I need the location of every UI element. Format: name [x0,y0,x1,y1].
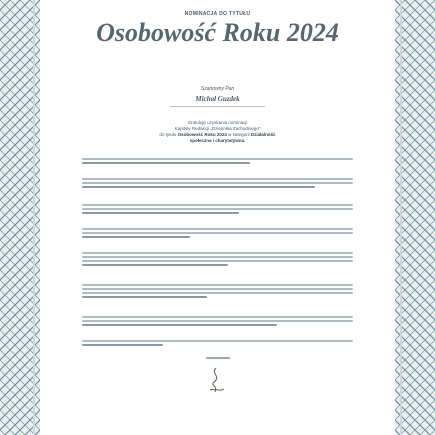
body-paragraph-7 [82,314,353,328]
recipient-name: Michał Guzdek [195,95,240,103]
reason-prefix: do tytułu [159,132,177,137]
reason-title: Osobowość Roku 2024 [177,132,227,137]
body-paragraph-4 [82,226,353,240]
nomination-tag: NOMINACJA DO TYTUŁU [184,11,251,17]
certificate-page [42,0,393,435]
reason-line-4: społeczna i charytatywna. [189,138,246,143]
name-underline [170,106,265,107]
reason-category: Działalność [250,132,276,137]
left-decorative-border [0,0,40,435]
nomination-reason [42,120,393,144]
body-paragraph-6 [82,282,353,300]
reason-line-2: Kapituły Redakcji „Dziennika Zachodniego” [174,126,261,131]
reason-mid: w kategorii [228,132,250,137]
body-paragraph-1 [82,156,353,166]
body-paragraph-3 [82,202,353,216]
certificate-title: Osobowość Roku 2024 [96,18,339,47]
reason-line-1: Gratuluję uzyskania nominacji [187,120,248,125]
body-paragraph-5 [82,250,353,268]
body-paragraph-8 [82,338,353,348]
salutation: Szanowny Pan [200,86,235,92]
right-decorative-border [395,0,435,435]
body-paragraph-2 [82,176,353,190]
signature-icon [206,366,226,396]
closing-line [42,357,393,359]
